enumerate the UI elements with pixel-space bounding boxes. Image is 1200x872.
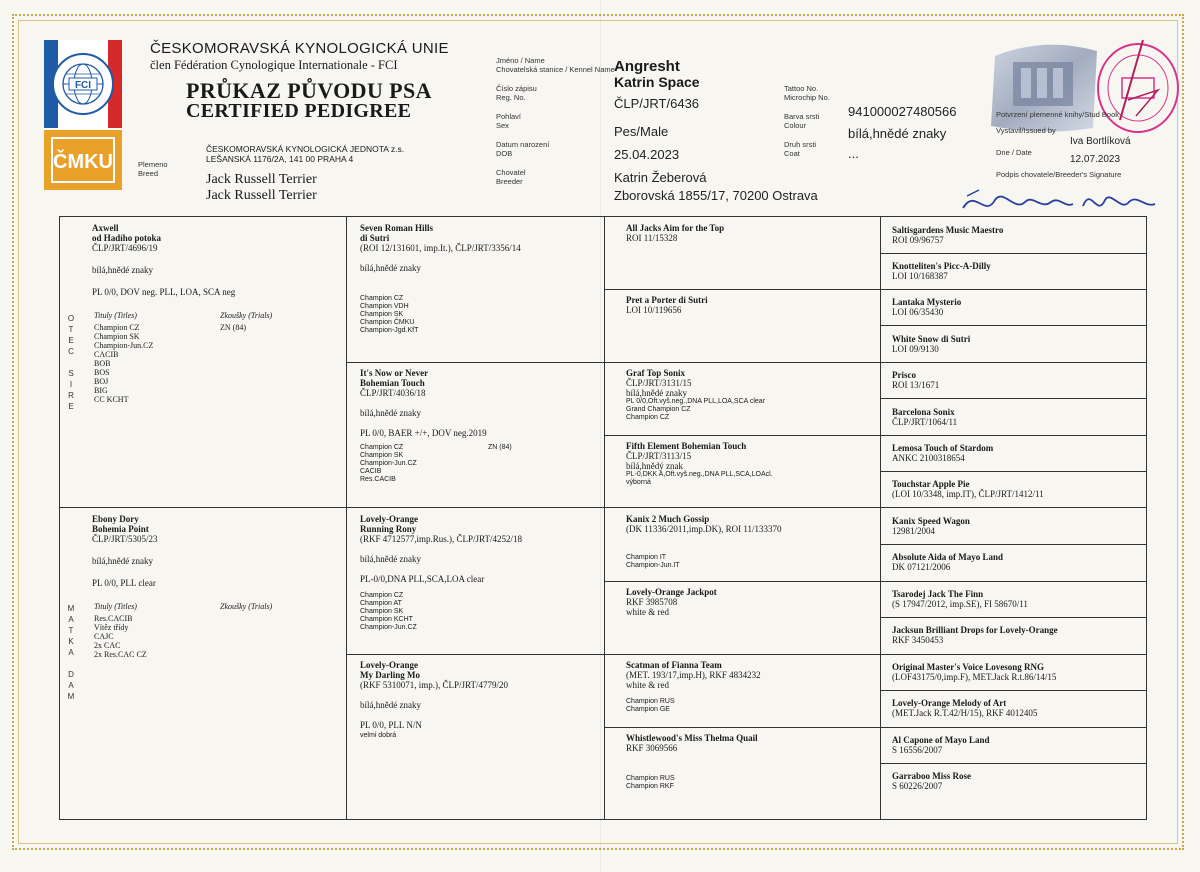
gen2-dam-dam [360, 660, 600, 740]
gen4-reg: DK 07121/2006 [892, 562, 951, 572]
gen3-name: Pret a Porter di Sutri [626, 295, 708, 305]
gen4-4 [892, 334, 1142, 354]
breeder-signature-label: Podpis chovatele/Breeder's Signature [996, 170, 1122, 179]
gen4-reg: LOI 06/35430 [892, 307, 944, 317]
issued-by: Iva Bortlíková [1070, 136, 1131, 147]
gen3-4 [626, 441, 876, 487]
dog-dob: 25.04.2023 [614, 147, 680, 162]
gen4-name: Kanix Speed Wagon [892, 516, 970, 526]
gen1-dam-health: PL 0/0, PLL clear [92, 578, 156, 588]
gen4-name: Lovely-Orange Melody of Art [892, 698, 1007, 708]
dog-colour: bílá,hnědé znaky [848, 126, 947, 141]
gen4-reg: (MET.Jack R.T.42/H/15), RKF 4012405 [892, 708, 1038, 718]
gen3-name: Lovely-Orange Jackpot [626, 587, 717, 597]
gen4-reg: LOI 10/168387 [892, 271, 948, 281]
reg-label: Číslo zápisu Reg. No. [496, 84, 537, 102]
title-cz: PRŮKAZ PŮVODU PSA [186, 78, 432, 103]
gen4-reg: ROI 09/96757 [892, 235, 944, 245]
sex-label: Pohlaví Sex [496, 112, 522, 130]
gen3-name: Scatman of Fianna Team [626, 660, 722, 670]
gen2-health: PL 0/0, PLL N/N [360, 720, 422, 730]
gen3-8 [626, 733, 876, 791]
gen4-reg: 12981/2004 [892, 526, 936, 536]
gen2-titles: Champion CZ Champion SK Champion-Jun.CZ CACIB Res.CACIB [360, 444, 417, 483]
gen3-colour: bílá,hnědý znak [626, 461, 683, 471]
gen4-name: Absolute Aida of Mayo Land [892, 552, 1004, 562]
gen2-name: Lovely-Orange My Darling Mo [360, 660, 420, 680]
gen3-reg: RKF 3069566 [626, 743, 678, 753]
title-en: CERTIFIED PEDIGREE [186, 100, 412, 122]
breed-label: Plemeno Breed [138, 160, 168, 178]
gen4-name: Garraboo Miss Rose [892, 771, 971, 781]
gen3-reg: ČLP/JRT/3113/15 [626, 451, 692, 461]
gen1-sire-titles-label: Tituly (Titles) [94, 311, 137, 320]
gen3-name: Whistlewood's Miss Thelma Quail [626, 733, 758, 743]
gen1-sire [92, 223, 342, 404]
gen3-health: PL 0/0,Oft.vyš.neg.,DNA PLL,LOA,SCA clear [626, 398, 766, 405]
gen4-name: Al Capone of Mayo Land [892, 735, 990, 745]
gen4-8 [892, 479, 1142, 499]
dob-label: Datum narození DOB [496, 140, 550, 158]
hologram-seal [985, 36, 1103, 136]
gen4-11 [892, 589, 1142, 609]
breed-en: Jack Russell Terrier [206, 188, 317, 203]
gen4-1 [892, 225, 1142, 245]
breeder-label: Chovatel Breeder [496, 168, 526, 186]
gen1-sire-trials: ZN (84) [220, 323, 246, 332]
gen3-colour: white & red [626, 607, 669, 617]
gen4-10 [892, 552, 1142, 572]
dog-reg-no: ČLP/JRT/6436 [614, 96, 700, 111]
gen4-name: Saltisgardens Music Maestro [892, 225, 1004, 235]
gen2-colour: bílá,hnědé znaky [360, 263, 421, 273]
gen1-sire-reg: ČLP/JRT/4696/19 [92, 243, 158, 253]
logo-fci-abbr: FCI [74, 80, 92, 91]
gen3-titles: Champion RUS Champion GE [626, 698, 675, 713]
gen1-sire-titles: Champion CZ Champion SK Champion-Jun.CZ CACIB BOB BOS BOJ BIG CC KCHT [94, 323, 154, 404]
gen3-extra: výborná [626, 479, 651, 486]
gen4-reg: S 16556/2007 [892, 745, 943, 755]
gen4-reg: ČLP/JRT/1064/11 [892, 417, 958, 427]
issued-by-label: Vystavil/Issued by [996, 126, 1056, 135]
gen2-health: PL 0/0, BAER +/+, DOV neg.2019 [360, 428, 487, 438]
gen1-dam-titles: Res.CACIB Vítěz třídy CAJC 2x CAC 2x Res.CAC CZ [94, 614, 147, 659]
dog-coat: ... [848, 146, 859, 161]
gen4-15 [892, 735, 1142, 755]
dog-kennel: Katrin Space [614, 74, 700, 90]
gen4-name: Lemosa Touch of Stardom [892, 443, 994, 453]
gen1-sire-colour: bílá,hnědé znaky [92, 265, 153, 275]
gen4-12 [892, 625, 1142, 645]
gen3-reg: (MET. 193/17,imp.H), RKF 4834232 [626, 670, 761, 680]
gen4-name: Original Master's Voice Lovesong RNG [892, 662, 1044, 672]
dog-microchip: 941000027480566 [848, 104, 957, 119]
gen4-reg: ROI 13/1671 [892, 380, 940, 390]
gen4-16 [892, 771, 1142, 791]
sire-side-label: O T E C S I R E [67, 314, 75, 411]
gen3-7 [626, 660, 876, 714]
gen2-titles: Champion CZ Champion AT Champion SK Champion KCHT Champion-Jun.CZ [360, 592, 417, 631]
gen4-reg: RKF 3450453 [892, 635, 944, 645]
gen4-reg: (LOF43175/0,imp.F), MET.Jack R.t.86/14/15 [892, 672, 1057, 682]
gen3-reg: ROI 11/15328 [626, 233, 678, 243]
gen4-14 [892, 698, 1142, 718]
gen2-colour: bílá,hnědé znaky [360, 408, 421, 418]
gen3-colour: white & red [626, 680, 669, 690]
gen2-trials: ZN (84) [488, 444, 512, 451]
gen4-reg: (LOI 10/3348, imp.IT), ČLP/JRT/1412/11 [892, 489, 1044, 499]
gen1-sire-name: Axwell od Hadího potoka [92, 223, 162, 243]
gen2-reg: (ROI 12/131601, imp.It.), ČLP/JRT/3356/14 [360, 243, 521, 253]
gen2-name: It's Now or Never Bohemian Touch [360, 368, 429, 388]
gen3-2 [626, 295, 876, 315]
gen1-dam-titles-label: Tituly (Titles) [94, 602, 137, 611]
gen3-titles: Champion RUS Champion RKF [626, 775, 675, 790]
gen1-dam-trials-label: Zkoušky (Trials) [220, 602, 273, 611]
gen4-name: White Snow di Sutri [892, 334, 971, 344]
breed-cz: Jack Russell Terrier [206, 172, 317, 187]
gen3-5 [626, 514, 876, 570]
name-label: Jméno / Name Chovatelská stanice / Kennel Name [496, 56, 615, 74]
gen3-name: All Jacks Aim for the Top [626, 223, 725, 233]
stud-book-stamp [1088, 30, 1188, 150]
coat-label: Druh srsti Coat [784, 140, 817, 158]
org-name: ČESKOMORAVSKÁ KYNOLOGICKÁ UNIE [150, 40, 449, 57]
gen3-reg: ČLP/JRT/3131/15 [626, 378, 692, 388]
gen4-name: Jacksun Brilliant Drops for Lovely-Orange [892, 625, 1058, 635]
studbook-label: Potvrzení plemenné knihy/Stud Book [996, 110, 1119, 119]
gen1-dam-reg: ČLP/JRT/5305/23 [92, 534, 158, 544]
gen3-titles: Grand Champion CZ Champion CZ [626, 406, 691, 421]
dog-sex: Pes/Male [614, 124, 669, 139]
gen4-reg: LOI 09/9130 [892, 344, 939, 354]
gen4-2 [892, 261, 1142, 281]
gen4-name: Touchstar Apple Pie [892, 479, 970, 489]
gen2-sire-sire [360, 223, 600, 335]
gen3-6 [626, 587, 876, 617]
gen1-dam-name: Ebony Dory Bohemia Point [92, 514, 149, 534]
breeder-address: Zborovská 1855/17, 70200 Ostrava [614, 188, 818, 203]
date-label: Dne / Date [996, 148, 1032, 157]
club-address: ČESKOMORAVSKÁ KYNOLOGICKÁ JEDNOTA z.s. LEŠANSKÁ 1176/2A, 141 00 PRAHA 4 [206, 144, 405, 164]
gen3-3 [626, 368, 876, 422]
gen2-reg: (RKF 5310071, imp.), ČLP/JRT/4779/20 [360, 680, 508, 690]
gen2-name: Seven Roman Hills di Sutri [360, 223, 434, 243]
gen2-reg: ČLP/JRT/4036/18 [360, 388, 426, 398]
gen1-dam [92, 514, 342, 659]
breeder-name: Katrin Žeberová [614, 170, 707, 185]
gen1-sire-trials-label: Zkoušky (Trials) [220, 311, 273, 320]
gen2-titles: Champion CZ Champion VDH Champion SK Champion ČMKU Champion-Jgd.KfT [360, 295, 419, 334]
gen4-name: Barcelona Sonix [892, 407, 955, 417]
gen1-sire-health: PL 0/0, DOV neg. PLL, LOA, SCA neg [92, 287, 236, 297]
gen4-name: Knotteliten's Picc-A-Dilly [892, 261, 991, 271]
gen3-health: PL-0,DKK A,Oft.vyš.neg.,DNA PLL,SCA,LOAcl. [626, 471, 773, 478]
gen3-reg: (DK 11336/2011,imp.DK), ROI 11/133370 [626, 524, 782, 534]
gen3-name: Graf Top Sonix [626, 368, 686, 378]
gen4-reg: S 60226/2007 [892, 781, 943, 791]
pedigree-table [59, 216, 1147, 820]
dam-side-label: M A T K A D A M [67, 604, 75, 701]
gen4-name: Tsarodej Jack The Finn [892, 589, 984, 599]
gen4-name: Prisco [892, 370, 916, 380]
org-membership: člen Fédération Cynologique Internationale - FCI [150, 58, 398, 72]
gen3-reg: RKF 3985708 [626, 597, 678, 607]
gen4-reg: ANKC 2100318654 [892, 453, 965, 463]
gen3-name: Kanix 2 Much Gossip [626, 514, 710, 524]
gen4-reg: (S 17947/2012, imp.SE), FI 58670/11 [892, 599, 1028, 609]
gen2-reg: (RKF 4712577,imp.Rus.), ČLP/JRT/4252/18 [360, 534, 522, 544]
gen2-sire-dam [360, 368, 600, 484]
tattoo-label: Tattoo No. Microchip No. [784, 84, 830, 102]
gen2-colour: bílá,hnědé znaky [360, 554, 421, 564]
fci-cmku-logo [44, 40, 122, 190]
gen4-5 [892, 370, 1142, 390]
gen3-name: Fifth Element Bohemian Touch [626, 441, 747, 451]
gen4-13 [892, 662, 1142, 682]
gen2-colour: bílá,hnědé znaky [360, 700, 421, 710]
gen4-9 [892, 516, 1142, 536]
gen3-titles: Champion IT Champion-Jun.IT [626, 554, 680, 569]
gen2-health: PL-0/0,DNA PLL,SCA,LOA clear [360, 574, 485, 584]
gen4-3 [892, 297, 1142, 317]
gen3-1 [626, 223, 876, 243]
logo-cmku-abbr: ČMKU [53, 151, 113, 173]
gen4-name: Lantaka Mysterio [892, 297, 962, 307]
gen2-name: Lovely-Orange Running Rony [360, 514, 418, 534]
issue-date: 12.07.2023 [1070, 154, 1121, 165]
colour-label: Barva srsti Colour [784, 112, 820, 130]
gen4-7 [892, 443, 1142, 463]
gen2-extra: velmi dobrá [360, 732, 397, 739]
dog-name: Angresht [614, 58, 680, 75]
gen4-6 [892, 407, 1142, 427]
gen1-dam-colour: bílá,hnědé znaky [92, 556, 153, 566]
gen3-colour: bílá,hnědé znaky [626, 388, 687, 398]
gen2-dam-sire [360, 514, 600, 632]
gen3-reg: LOI 10/119656 [626, 305, 682, 315]
